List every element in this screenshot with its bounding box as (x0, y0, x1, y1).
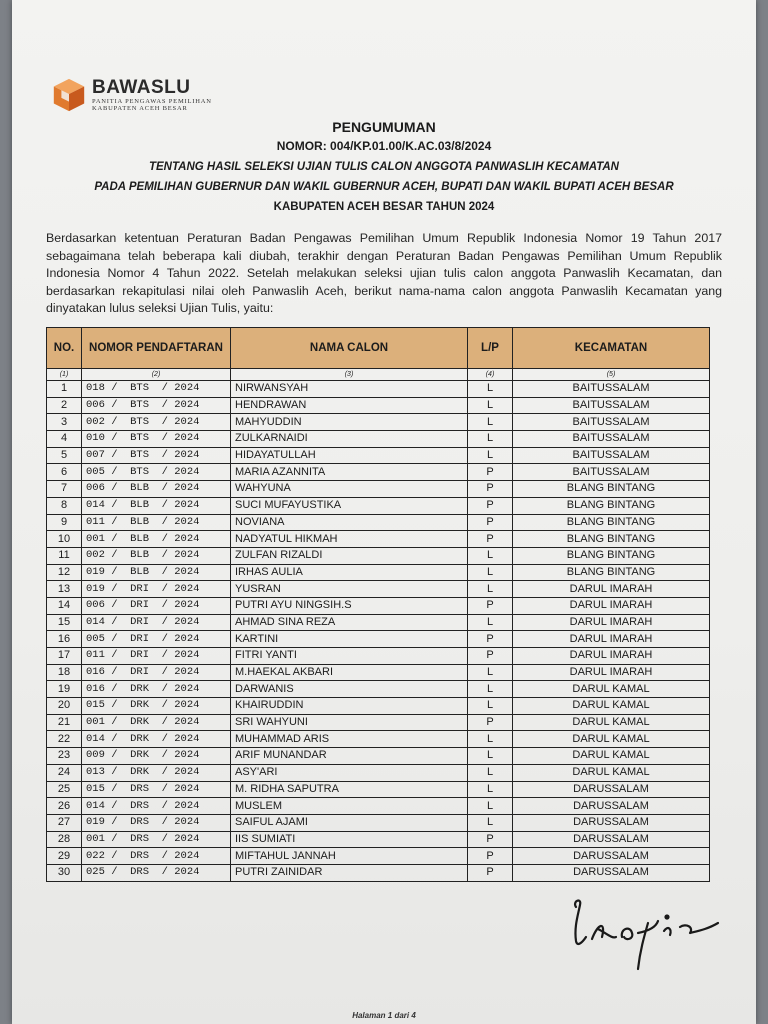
row-number: 21 (47, 714, 82, 731)
candidate-name: MUSLEM (231, 798, 468, 815)
district: BAITUSSALAM (513, 414, 710, 431)
row-number: 26 (47, 798, 82, 815)
district: DARUL IMARAH (513, 581, 710, 598)
gender: L (468, 381, 513, 398)
row-number: 27 (47, 814, 82, 831)
district: BAITUSSALAM (513, 447, 710, 464)
gender: L (468, 681, 513, 698)
candidate-name: M.HAEKAL AKBARI (231, 664, 468, 681)
row-number: 14 (47, 597, 82, 614)
district: DARUL IMARAH (513, 614, 710, 631)
gender: L (468, 447, 513, 464)
row-number: 15 (47, 614, 82, 631)
gender: L (468, 581, 513, 598)
district: BAITUSSALAM (513, 381, 710, 398)
gender: P (468, 597, 513, 614)
table-row (47, 464, 710, 481)
gender: P (468, 831, 513, 848)
index-1: (1) (47, 369, 82, 381)
registration-number: 016 / DRI / 2024 (82, 664, 231, 681)
candidate-name: HENDRAWAN (231, 397, 468, 414)
registration-number: 006 / BTS / 2024 (82, 397, 231, 414)
table-row (47, 798, 710, 815)
gender: P (468, 648, 513, 665)
district: BAITUSSALAM (513, 431, 710, 448)
gender: L (468, 798, 513, 815)
gender: L (468, 664, 513, 681)
table-row (47, 648, 710, 665)
registration-number: 015 / DRK / 2024 (82, 698, 231, 715)
registration-number: 014 / DRI / 2024 (82, 614, 231, 631)
table-row (47, 397, 710, 414)
registration-number: 014 / DRK / 2024 (82, 731, 231, 748)
row-number: 20 (47, 698, 82, 715)
header-registration-number: NOMOR PENDAFTARAN (82, 328, 231, 369)
candidate-name: KHAIRUDDIN (231, 698, 468, 715)
table-row (47, 698, 710, 715)
row-number: 4 (47, 431, 82, 448)
table-row (47, 814, 710, 831)
document-page (12, 0, 756, 1024)
index-5: (5) (513, 369, 710, 381)
bawaslu-logo (50, 76, 212, 114)
candidate-name: KARTINI (231, 631, 468, 648)
district: BLANG BINTANG (513, 497, 710, 514)
candidate-name: PUTRI AYU NINGSIH.S (231, 597, 468, 614)
gender: P (468, 714, 513, 731)
candidate-name: IRHAS AULIA (231, 564, 468, 581)
row-number: 12 (47, 564, 82, 581)
row-number: 1 (47, 381, 82, 398)
gender: P (468, 531, 513, 548)
gender: L (468, 698, 513, 715)
gender: L (468, 431, 513, 448)
gender: P (468, 464, 513, 481)
table-row (47, 581, 710, 598)
header-candidate-name: NAMA CALON (231, 328, 468, 369)
row-number: 3 (47, 414, 82, 431)
district: DARUSSALAM (513, 831, 710, 848)
table-row (47, 714, 710, 731)
org-subtitle-2: KABUPATEN ACEH BESAR (92, 105, 188, 112)
candidate-name: SUCI MUFAYUSTIKA (231, 497, 468, 514)
candidate-name: DARWANIS (231, 681, 468, 698)
gender: L (468, 731, 513, 748)
gender: P (468, 497, 513, 514)
row-number: 24 (47, 764, 82, 781)
announcement-title: PENGUMUMAN (332, 119, 436, 135)
row-number: 9 (47, 514, 82, 531)
row-number: 30 (47, 864, 82, 881)
table-row (47, 531, 710, 548)
index-4: (4) (468, 369, 513, 381)
row-number: 25 (47, 781, 82, 798)
district: BAITUSSALAM (513, 464, 710, 481)
table-row (47, 614, 710, 631)
candidate-name: NIRWANSYAH (231, 381, 468, 398)
gender: L (468, 397, 513, 414)
candidate-name: ASY'ARI (231, 764, 468, 781)
registration-number: 019 / DRI / 2024 (82, 581, 231, 598)
table-row (47, 864, 710, 881)
gender: P (468, 514, 513, 531)
district: BAITUSSALAM (513, 397, 710, 414)
handwritten-signature (568, 893, 728, 973)
row-number: 17 (47, 648, 82, 665)
district: DARUSSALAM (513, 814, 710, 831)
registration-number: 009 / DRK / 2024 (82, 748, 231, 765)
district: BLANG BINTANG (513, 564, 710, 581)
candidate-name: MIFTAHUL JANNAH (231, 848, 468, 865)
registration-number: 001 / DRK / 2024 (82, 714, 231, 731)
table-row (47, 831, 710, 848)
table-row (47, 481, 710, 498)
table-row (47, 597, 710, 614)
gender: L (468, 614, 513, 631)
district: DARUL KAMAL (513, 764, 710, 781)
district: DARUL KAMAL (513, 698, 710, 715)
row-number: 18 (47, 664, 82, 681)
candidate-name: FITRI YANTI (231, 648, 468, 665)
registration-number: 007 / BTS / 2024 (82, 447, 231, 464)
district: DARUL IMARAH (513, 597, 710, 614)
district: BLANG BINTANG (513, 547, 710, 564)
registration-number: 001 / BLB / 2024 (82, 531, 231, 548)
district: DARUSSALAM (513, 798, 710, 815)
row-number: 28 (47, 831, 82, 848)
registration-number: 010 / BTS / 2024 (82, 431, 231, 448)
table-row (47, 414, 710, 431)
gender: L (468, 564, 513, 581)
candidate-name: YUSRAN (231, 581, 468, 598)
candidate-name: WAHYUNA (231, 481, 468, 498)
registration-number: 013 / DRK / 2024 (82, 764, 231, 781)
table-row (47, 631, 710, 648)
district: DARUL IMARAH (513, 631, 710, 648)
row-number: 10 (47, 531, 82, 548)
registration-number: 014 / BLB / 2024 (82, 497, 231, 514)
candidate-name: IIS SUMIATI (231, 831, 468, 848)
candidate-name: MAHYUDDIN (231, 414, 468, 431)
announcement-subject-line-3: KABUPATEN ACEH BESAR TAHUN 2024 (273, 201, 495, 213)
registration-number: 014 / DRS / 2024 (82, 798, 231, 815)
row-number: 22 (47, 731, 82, 748)
candidate-name: M. RIDHA SAPUTRA (231, 781, 468, 798)
row-number: 2 (47, 397, 82, 414)
row-number: 19 (47, 681, 82, 698)
candidate-name: ARIF MUNANDAR (231, 748, 468, 765)
table-row (47, 564, 710, 581)
gender: L (468, 781, 513, 798)
table-row (47, 764, 710, 781)
registration-number: 016 / DRK / 2024 (82, 681, 231, 698)
district: DARUSSALAM (513, 848, 710, 865)
table-row (47, 447, 710, 464)
district: DARUL IMARAH (513, 664, 710, 681)
gender: P (468, 848, 513, 865)
row-number: 29 (47, 848, 82, 865)
district: DARUSSALAM (513, 864, 710, 881)
registration-number: 001 / DRS / 2024 (82, 831, 231, 848)
org-name: BAWASLU (92, 77, 191, 98)
district: DARUL KAMAL (513, 681, 710, 698)
candidate-name: NADYATUL HIKMAH (231, 531, 468, 548)
candidate-name: SRI WAHYUNI (231, 714, 468, 731)
gender: L (468, 764, 513, 781)
page-footer: Halaman 1 dari 4 (352, 1011, 416, 1020)
row-number: 23 (47, 748, 82, 765)
candidate-name: ZULFAN RIZALDI (231, 547, 468, 564)
registration-number: 005 / BTS / 2024 (82, 464, 231, 481)
table-row (47, 381, 710, 398)
registration-number: 005 / DRI / 2024 (82, 631, 231, 648)
candidate-name: HIDAYATULLAH (231, 447, 468, 464)
district: DARUL IMARAH (513, 648, 710, 665)
row-number: 7 (47, 481, 82, 498)
registration-number: 019 / BLB / 2024 (82, 564, 231, 581)
district: DARUL KAMAL (513, 731, 710, 748)
gender: P (468, 631, 513, 648)
table-row (47, 431, 710, 448)
table-row (47, 748, 710, 765)
table-row (47, 848, 710, 865)
table-row (47, 514, 710, 531)
candidate-name: SAIFUL AJAMI (231, 814, 468, 831)
district: BLANG BINTANG (513, 531, 710, 548)
registration-number: 015 / DRS / 2024 (82, 781, 231, 798)
table-row (47, 547, 710, 564)
table-header-row (47, 328, 710, 369)
row-number: 11 (47, 547, 82, 564)
header-district: KECAMATAN (513, 328, 710, 369)
registration-number: 019 / DRS / 2024 (82, 814, 231, 831)
table-index-row (47, 369, 710, 381)
table-row (47, 497, 710, 514)
announcement-subject-line-2: PADA PEMILIHAN GUBERNUR DAN WAKIL GUBERNUR ACEH, BUPATI DAN WAKIL BUPATI ACEH BESAR (94, 181, 674, 193)
header-gender: L/P (468, 328, 513, 369)
gender: L (468, 547, 513, 564)
table-body (47, 381, 710, 882)
candidate-name: PUTRI ZAINIDAR (231, 864, 468, 881)
intro-paragraph: Berdasarkan ketentuan Peraturan Badan Pengawas Pemilihan Umum Republik Indonesia Nomor 19 Tahun 2017 sebagaimana telah beberapa kali diubah, terakhir dengan Peraturan Badan Pengawas Pemilihan Umum Republik Indonesia Nomor 4 Tahun 2022. Setelah melakukan seleksi ujian tulis calon anggota Panwaslih Kecamatan, dan berdasarkan rekapitulasi nilai oleh Panwaslih Aceh, berikut nama-nama calon anggota Panwaslih Kecamatan yang dinyatakan lulus seleksi Ujian Tulis, yaitu: (46, 231, 722, 315)
announcement-subject-line-1: TENTANG HASIL SELEKSI UJIAN TULIS CALON ANGGOTA PANWASLIH KECAMATAN (148, 161, 619, 173)
bawaslu-cube-icon (50, 76, 88, 114)
registration-number: 011 / BLB / 2024 (82, 514, 231, 531)
index-2: (2) (82, 369, 231, 381)
registration-number: 002 / BTS / 2024 (82, 414, 231, 431)
gender: L (468, 748, 513, 765)
gender: P (468, 481, 513, 498)
results-table (46, 327, 710, 882)
row-number: 5 (47, 447, 82, 464)
candidate-name: ZULKARNAIDI (231, 431, 468, 448)
registration-number: 018 / BTS / 2024 (82, 381, 231, 398)
org-subtitle-1: PANITIA PENGAWAS PEMILIHAN (92, 98, 212, 105)
row-number: 16 (47, 631, 82, 648)
table-row (47, 681, 710, 698)
row-number: 13 (47, 581, 82, 598)
table-row (47, 781, 710, 798)
table-row (47, 731, 710, 748)
row-number: 8 (47, 497, 82, 514)
header-no: NO. (47, 328, 82, 369)
district: BLANG BINTANG (513, 514, 710, 531)
registration-number: 006 / BLB / 2024 (82, 481, 231, 498)
candidate-name: MUHAMMAD ARIS (231, 731, 468, 748)
district: DARUL KAMAL (513, 714, 710, 731)
announcement-number: NOMOR: 004/KP.01.00/K.AC.03/8/2024 (276, 139, 492, 153)
district: DARUSSALAM (513, 781, 710, 798)
registration-number: 006 / DRI / 2024 (82, 597, 231, 614)
candidate-name: AHMAD SINA REZA (231, 614, 468, 631)
district: DARUL KAMAL (513, 748, 710, 765)
gender: P (468, 864, 513, 881)
gender: L (468, 414, 513, 431)
gender: L (468, 814, 513, 831)
row-number: 6 (47, 464, 82, 481)
registration-number: 022 / DRS / 2024 (82, 848, 231, 865)
table-row (47, 664, 710, 681)
registration-number: 002 / BLB / 2024 (82, 547, 231, 564)
district: BLANG BINTANG (513, 481, 710, 498)
candidate-name: NOVIANA (231, 514, 468, 531)
index-3: (3) (231, 369, 468, 381)
registration-number: 025 / DRS / 2024 (82, 864, 231, 881)
candidate-name: MARIA AZANNITA (231, 464, 468, 481)
registration-number: 011 / DRI / 2024 (82, 648, 231, 665)
